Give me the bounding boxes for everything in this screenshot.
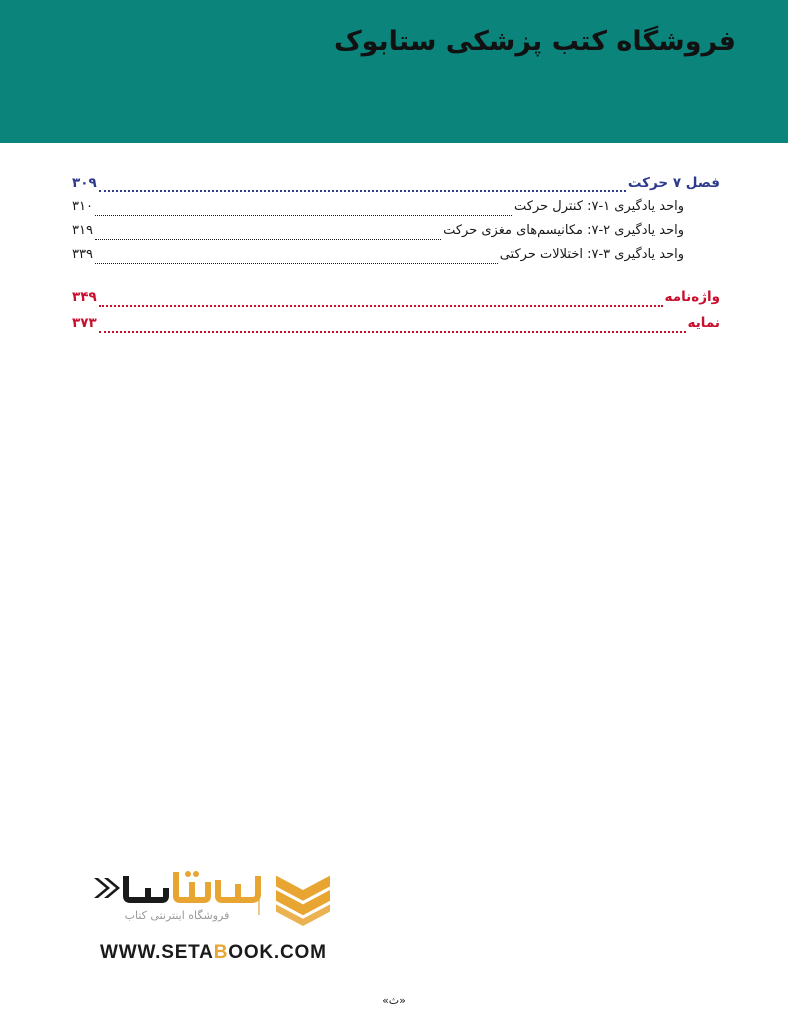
setabook-logo	[92, 868, 342, 968]
chevron-stack-icon	[270, 872, 336, 926]
toc-leader-dots	[95, 215, 512, 216]
toc-index-entry[interactable]	[72, 315, 720, 341]
toc-unit-entry[interactable]	[72, 199, 720, 223]
toc-leader-dots	[99, 305, 663, 307]
url-part: WWW.	[100, 942, 162, 963]
toc-unit-entry[interactable]	[72, 223, 720, 247]
url-accent-letter: B	[213, 942, 229, 963]
toc-glossary-label: واژه‌نامه	[664, 289, 720, 305]
toc-spacer	[72, 271, 720, 289]
toc-leader-dots	[99, 331, 686, 333]
header-title: فروشگاه کتب پزشکی ستابوک	[333, 26, 736, 57]
table-of-contents	[72, 175, 720, 341]
toc-unit-label: واحد یادگیری ۳-۷: اختلالات حرکتی	[499, 247, 684, 262]
website-url[interactable]	[100, 942, 327, 964]
logo-tagline: فروشگاه اینترنتی کتاب	[124, 909, 230, 922]
toc-glossary-entry[interactable]	[72, 289, 720, 315]
toc-chapter-entry[interactable]	[72, 175, 720, 199]
toc-unit-label: واحد یادگیری ۲-۷: مکانیسم‌های مغزی حرکت	[443, 223, 684, 238]
toc-chapter-label: فصل ۷ حرکت	[627, 175, 720, 191]
toc-unit-page: ۳۳۹	[72, 247, 93, 262]
toc-chapter-page: ۳۰۹	[72, 175, 97, 191]
url-part: SETA	[161, 942, 214, 963]
toc-unit-page: ۳۱۰	[72, 199, 93, 214]
toc-unit-label: واحد یادگیری ۱-۷: کنترل حرکت	[514, 199, 684, 214]
toc-unit-entry[interactable]	[72, 247, 720, 271]
toc-unit-page: ۳۱۹	[72, 223, 93, 238]
toc-glossary-page: ۳۴۹	[72, 289, 97, 305]
toc-leader-dots	[99, 190, 626, 192]
url-part: OOK.COM	[228, 942, 327, 963]
toc-leader-dots	[95, 239, 441, 240]
toc-index-label: نمایه	[687, 315, 720, 331]
logo-divider	[256, 874, 262, 920]
brand-wordmark-icon	[92, 868, 262, 908]
page-number: «ث»	[382, 994, 406, 1007]
page-header	[0, 0, 788, 143]
toc-leader-dots	[95, 263, 498, 264]
toc-index-page: ۳۷۳	[72, 315, 97, 331]
